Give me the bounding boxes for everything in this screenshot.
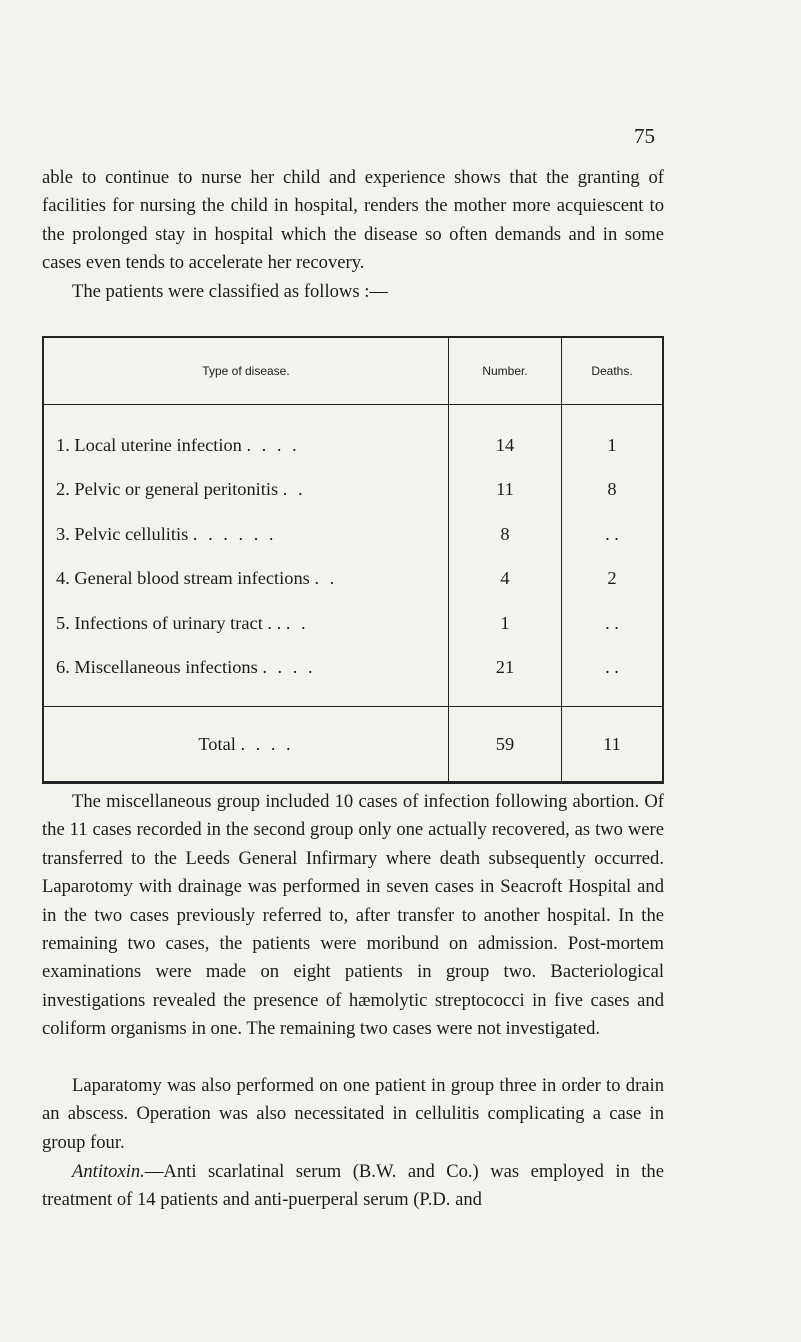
disease-label: 6. Miscellaneous infections . . . . xyxy=(43,646,449,707)
disease-deaths: . . xyxy=(605,657,619,678)
disease-deaths: 2 xyxy=(607,568,617,589)
disease-number: 8 xyxy=(449,512,562,557)
table-row xyxy=(43,646,663,707)
disease-label: 4. General blood stream infections . . xyxy=(43,557,449,602)
total-label: Total . . . . xyxy=(43,707,449,783)
disease-deaths: . . xyxy=(605,523,619,544)
total-deaths: 11 xyxy=(562,707,664,783)
disease-classification-table xyxy=(42,336,664,784)
page-number: 75 xyxy=(634,124,655,148)
table-row xyxy=(43,557,663,602)
disease-label: 2. Pelvic or general peritonitis . . xyxy=(43,468,449,513)
header-type-of-disease: Type of disease. xyxy=(43,337,449,405)
paragraph-classification-intro: The patients were classified as follows :— xyxy=(72,281,389,302)
disease-label: 1. Local uterine infection . . . . xyxy=(43,405,449,468)
antitoxin-heading: Antitoxin. xyxy=(72,1161,145,1182)
header-number: Number. xyxy=(449,337,562,405)
disease-number: 1 xyxy=(449,601,562,646)
paragraph-miscellaneous-group: The miscellaneous group included 10 cases of infection following abortion. Of the 11 cases recorded in the second group only one actually recovered, as two were transferred to the Leeds General Infirmary where death subsequently occurred. Laparotomy with drainage was performed in seven cases in Seacroft Hospital and in the two cases previously referred to, after transfer to another hospital. In the remaining two cases, the patients were moribund on admission. Post-mortem examinations were made on eight patients in group two. Bacteriological investigations revealed the presence of hæmolytic streptococci in five cases and coliform organisms in one. The remaining two cases were not investigated. xyxy=(42,791,664,1040)
disease-number: 21 xyxy=(449,646,562,707)
paragraph-antitoxin: Antitoxin.—Anti scarlatinal serum (B.W. and Co.) was employed in the treatment of 14 patients and anti-puerperal serum (P.D. and xyxy=(42,1161,664,1211)
table-header-row xyxy=(43,337,663,405)
paragraph-laparatomy: Laparatomy was also performed on one patient in group three in order to drain an abscess. Operation was also necessitated in cellulitis complicating a case in group four. xyxy=(42,1075,664,1153)
disease-label: 5. Infections of urinary tract . . . . xyxy=(43,601,449,646)
disease-number: 11 xyxy=(449,468,562,513)
paragraph-continuation: able to continue to nurse her child and experience shows that the granting of facilities for nursing the child in hospital, renders the mother more acquiescent to the prolonged stay in hospital which the disease so often demands and in some cases even tends to accelerate her recovery. xyxy=(42,167,664,274)
total-number: 59 xyxy=(449,707,562,783)
disease-number: 4 xyxy=(449,557,562,602)
disease-deaths: . . xyxy=(605,612,619,633)
table-row xyxy=(43,405,663,468)
table-row xyxy=(43,468,663,513)
table-total-row xyxy=(43,707,663,783)
table-row xyxy=(43,601,663,646)
table-row xyxy=(43,512,663,557)
disease-label: 3. Pelvic cellulitis . . . . . . xyxy=(43,512,449,557)
disease-deaths: 8 xyxy=(607,479,617,500)
header-deaths: Deaths. xyxy=(562,337,664,405)
disease-deaths: 1 xyxy=(607,434,617,455)
disease-number: 14 xyxy=(449,405,562,468)
